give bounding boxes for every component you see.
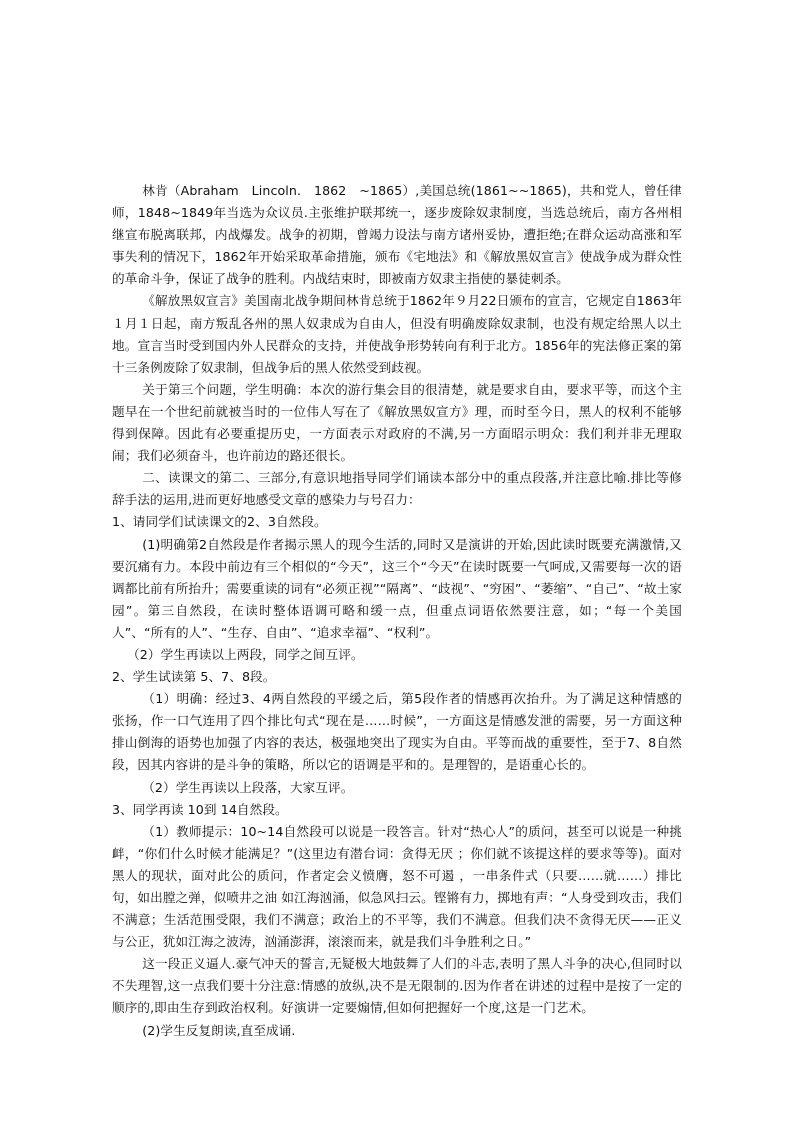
paragraph-step-two-clarify: （1）明确：经过3、4两自然段的平缓之后，第5段作者的情感再次抬升。为了满足这种情感的张扬，作一口气连用了四个排比句式“现在是……时候”，一方面这是情感发泄的需要，另一方面这种排山倒海的语势也加强了内容的表达，极强地突出了现实为自由。平等而战的重要性，至于7、8自然段，因其内容讲的是斗争的策略，所以它的语调是平和的。是理智的，是语重心长的。 xyxy=(112,691,682,773)
paragraph-lincoln-bio: 林肯（Abraham Lincoln. 1862 ~1865）,美国总统(1861~~1865)，共和党人，曾任律师，1848~1849年当选为众议员.主张维护联邦统一，逐步废除奴隶制度，当选总统后，南方各州相继宣布脱离联邦，内战爆发。战争的初期，曾竭力设法与南方诸州妥协，遭拒绝;在群众运动高涨和军事失利的情况下，1862年开始采取革命措施，颁布《宅地法》和《解放黑奴宣言》使战争成为群众性的革命斗争，保证了战争的胜利。内战结束时，即被南方奴隶主指使的暴徒刺杀。 xyxy=(112,183,682,287)
paragraph-third-question: 关于第三个问题，学生明确：本次的游行集会目的很清楚，就是要求自由，要求平等，而这个主题早在一个世纪前就被当时的一位伟人写在了《解放黑奴宣方》理，而时至今日，黑人的权利不能够得到保障。因此有必要重提历史，一方面表示对政府的不满,另一方面昭示明众：我们利并非无理取闹；我们必须奋斗，也许前边的路还很长。 xyxy=(112,381,682,464)
paragraph-step-two-reread: （2）学生再读以上段落，大家互评。 xyxy=(142,779,354,795)
paragraph-step-one-clarify: (1)明确第2自然段是作者揭示黑人的现今生活的,同时又是演讲的开始,因此读时既要充满激情,又要沉痛有力。本段中前边有三个相似的“今天”，这三个“今天”在读时既要一气呵成,又需要每一次的语调都比前有所抬升；需要重读的词有“必须正视”“隔离”、“歧视”、“穷困”、“萎缩”、“自己”、“故土家园”。第三自然段，在读时整体语调可略和缓一点，但重点词语依然要注意，如；“每一个美国 人”、“所有的人”、“生存、自由”、“追求幸福”、“权利”。 xyxy=(112,536,682,640)
paragraph-emancipation-proclamation: 《解放黑奴宣言》美国南北战争期间林肯总统于1862年９月22日颁布的宣言，它规定自1863年１月１日起，南方叛乱各州的黑人奴隶成为自由人，但没有明确废除奴隶制，也没有规定给黑人以土地。宣言当时受到国内外人民群众的支持，并使战争形势转向有利于北方。1856年的宪法修正案的第十三条例废除了奴隶制，但战争后的黑人依然受到歧视。 xyxy=(112,293,682,375)
paragraph-section-two-heading: 二、读课文的第二、三部分,有意识地指导同学们诵读本部分中的重点段落,并注意比喻.排比等修辞手法的运用,进而更好地感受文章的感染力与号召力： xyxy=(112,470,682,508)
paragraph-justice-oath: 这一段正义逼人.豪气冲天的誓言,无疑极大地鼓舞了人们的斗志,表明了黑人斗争的决心,但同时以不失理智,这一点我们要十分注意:情感的放纵,决不是无限制的.因为作者在讲述的过程中是按了一定的顺序的,即由生存到政治权利。好演讲一定要煽情,但如何把握好一个度,这是一门艺术。 xyxy=(112,956,682,1016)
paragraph-step-one-reread: （2）学生再读以上两段，同学之间互评。 xyxy=(127,646,364,662)
paragraph-step-three-teacher-hint: （1）教师提示：10~14自然段可以说是一段答言。针对“热心人”的质问，甚至可以说是一种挑衅，“你们什么时候才能满足？”(这里边有潜台词：贪得无厌 ；你们就不该提这样的要求等等)。面对黑人的现状，面对此公的质问，作者定会义愤膺，怒不可遏 ，一串条件式（只要……就……）排比句，如出膛之弹，似喷井之油 如江海汹涌，似急风扫云。铿锵有力，掷地有声：“人身受到攻击，我们不满意；生活范围受限，我们不满意；政治上的不平等，我们不满意。但我们决不贪得无厌——正义与公正，犹如江海之波涛，汹涌澎湃，滚滚而来，就是我们斗争胜利之日。” xyxy=(112,823,682,950)
paragraph-step-one: 1、请同学们试读课文的2、3自然段。 xyxy=(112,514,327,530)
paragraph-recite: (2)学生反复朗读,直至成诵. xyxy=(142,1022,296,1038)
paragraph-step-three: 3、同学再读 10到 14自然段。 xyxy=(112,801,288,817)
document-body xyxy=(112,180,682,1042)
paragraph-step-two: 2、学生试读第 5、7、8段。 xyxy=(112,669,276,685)
